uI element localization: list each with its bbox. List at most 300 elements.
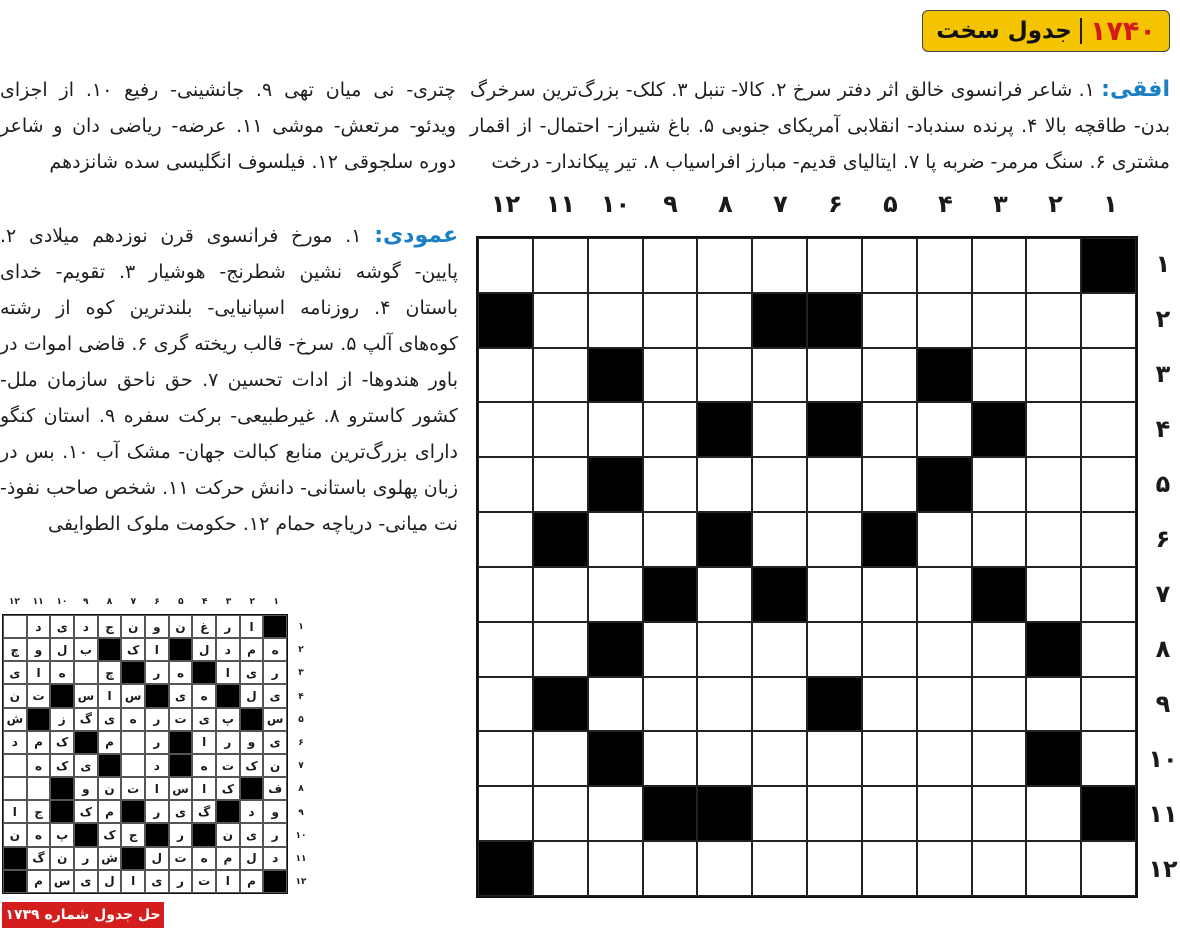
- solution-letter-cell: ه: [50, 661, 74, 684]
- answer-cell[interactable]: [972, 457, 1027, 512]
- solution-letter-cell: ر: [145, 800, 169, 823]
- solution-column-numbers: [2, 597, 288, 607]
- answer-cell[interactable]: [862, 622, 917, 677]
- answer-cell[interactable]: [588, 402, 643, 457]
- answer-cell[interactable]: [1026, 293, 1081, 348]
- row-number: ۹: [1155, 690, 1171, 718]
- solution-black-cell: [3, 847, 27, 870]
- answer-cell[interactable]: [862, 402, 917, 457]
- solution-letter-cell: و: [240, 731, 264, 754]
- solution-row-number: ۱۰: [295, 830, 307, 841]
- solution-row-number: ۹: [298, 807, 304, 818]
- black-cell: [697, 402, 752, 457]
- solution-letter-cell: ن: [3, 823, 27, 846]
- answer-cell[interactable]: [478, 567, 533, 622]
- solution-letter-cell: ی: [240, 823, 264, 846]
- answer-cell[interactable]: [643, 677, 698, 732]
- solution-letter-cell: ش: [3, 708, 27, 731]
- solution-letter-cell: ی: [145, 870, 169, 893]
- solution-letter-cell: [27, 777, 51, 800]
- solution-letter-cell: ا: [3, 800, 27, 823]
- answer-cell[interactable]: [643, 512, 698, 567]
- solution-column-number: ۹: [82, 597, 89, 607]
- answer-cell[interactable]: [1081, 677, 1136, 732]
- answer-cell[interactable]: [807, 238, 862, 293]
- solution-black-cell: [3, 870, 27, 893]
- solution-black-cell: [192, 661, 216, 684]
- answer-cell[interactable]: [478, 786, 533, 841]
- solution-letter-cell: م: [98, 800, 122, 823]
- solution-letter-cell: [121, 754, 145, 777]
- solution-black-cell: [263, 615, 287, 638]
- column-number: ۶: [828, 190, 843, 218]
- solution-black-cell: [74, 731, 98, 754]
- solution-letter-cell: ی: [169, 684, 193, 707]
- answer-cell[interactable]: [862, 238, 917, 293]
- solution-letter-cell: ی: [50, 615, 74, 638]
- solution-column-number: ۶: [154, 597, 160, 607]
- black-cell: [807, 402, 862, 457]
- solution-row-number: ۱۲: [295, 877, 307, 888]
- answer-cell[interactable]: [862, 731, 917, 786]
- answer-cell[interactable]: [533, 841, 588, 896]
- solution-column-number: ۴: [201, 597, 208, 607]
- answer-cell[interactable]: [917, 841, 972, 896]
- solution-black-cell: [98, 754, 122, 777]
- answer-cell[interactable]: [972, 622, 1027, 677]
- answer-cell[interactable]: [917, 622, 972, 677]
- answer-cell[interactable]: [1026, 677, 1081, 732]
- solution-letter-cell: گ: [192, 800, 216, 823]
- answer-cell[interactable]: [697, 238, 752, 293]
- answer-cell[interactable]: [752, 622, 807, 677]
- solution-letter-cell: ه: [263, 638, 287, 661]
- answer-cell[interactable]: [752, 457, 807, 512]
- answer-cell[interactable]: [972, 512, 1027, 567]
- answer-cell[interactable]: [643, 622, 698, 677]
- solution-letter-cell: ت: [192, 870, 216, 893]
- answer-cell[interactable]: [643, 402, 698, 457]
- solution-letter-cell: ه: [27, 754, 51, 777]
- answer-cell[interactable]: [478, 677, 533, 732]
- answer-cell[interactable]: [478, 512, 533, 567]
- black-cell: [752, 567, 807, 622]
- solution-black-cell: [50, 684, 74, 707]
- solution-letter-cell: ا: [98, 684, 122, 707]
- solution-letter-cell: گ: [27, 847, 51, 870]
- solution-letter-cell: ل: [192, 638, 216, 661]
- solution-caption: حل جدول شماره ۱۷۳۹: [2, 902, 164, 928]
- solution-letter-cell: م: [27, 731, 51, 754]
- solution-letter-cell: ا: [216, 661, 240, 684]
- answer-cell[interactable]: [643, 457, 698, 512]
- answer-cell[interactable]: [917, 677, 972, 732]
- answer-cell[interactable]: [1026, 457, 1081, 512]
- black-cell: [1081, 786, 1136, 841]
- answer-cell[interactable]: [697, 457, 752, 512]
- answer-cell[interactable]: [697, 293, 752, 348]
- solution-letter-cell: ک: [98, 823, 122, 846]
- answer-cell[interactable]: [533, 348, 588, 403]
- answer-cell[interactable]: [972, 293, 1027, 348]
- solution-row-number: ۳: [298, 668, 304, 679]
- solution-letter-cell: ر: [216, 615, 240, 638]
- solution-letter-cell: م: [216, 847, 240, 870]
- solution-row-number: ۷: [298, 761, 304, 772]
- answer-cell[interactable]: [478, 348, 533, 403]
- solution-letter-cell: ن: [50, 847, 74, 870]
- solution-black-cell: [169, 731, 193, 754]
- horizontal-clues-main: [470, 72, 1170, 180]
- answer-cell[interactable]: [752, 238, 807, 293]
- answer-cell[interactable]: [1081, 402, 1136, 457]
- solution-row-number: ۴: [298, 691, 304, 702]
- black-cell: [533, 677, 588, 732]
- answer-cell[interactable]: [1026, 512, 1081, 567]
- solution-column-number: ۲: [249, 597, 256, 607]
- solution-letter-cell: ک: [50, 754, 74, 777]
- solution-letter-cell: ن: [98, 777, 122, 800]
- answer-cell[interactable]: [643, 841, 698, 896]
- solution-letter-cell: ت: [169, 847, 193, 870]
- answer-cell[interactable]: [752, 677, 807, 732]
- horizontal-clues-continued-text: چتری- نی میان تهی ۹. جانشینی- رفیع ۱۰. از اجزای ویدئو- مرتعش- موشی ۱۱. عرضه- ریاضی دان و شاعر دوره سلجوقی ۱۲. فیلسوف انگلیسی سده شانزدهم: [0, 79, 457, 173]
- answer-cell[interactable]: [533, 786, 588, 841]
- solution-letter-cell: د: [27, 615, 51, 638]
- answer-cell[interactable]: [862, 841, 917, 896]
- black-cell: [588, 348, 643, 403]
- solution-letter-cell: و: [27, 638, 51, 661]
- answer-cell[interactable]: [862, 293, 917, 348]
- answer-cell[interactable]: [478, 238, 533, 293]
- answer-cell[interactable]: [752, 402, 807, 457]
- solution-letter-cell: ی: [74, 754, 98, 777]
- answer-cell[interactable]: [1081, 841, 1136, 896]
- solution-letter-cell: ن: [169, 615, 193, 638]
- black-cell: [917, 457, 972, 512]
- answer-cell[interactable]: [752, 512, 807, 567]
- solution-letter-cell: ل: [240, 847, 264, 870]
- answer-cell[interactable]: [697, 622, 752, 677]
- solution-letter-cell: ه: [27, 823, 51, 846]
- solution-black-cell: [98, 638, 122, 661]
- answer-cell[interactable]: [643, 238, 698, 293]
- row-number: ۷: [1155, 580, 1171, 608]
- solution-column-number: ۸: [106, 597, 113, 607]
- solution-letter-cell: ف: [263, 777, 287, 800]
- solution-letter-cell: ه: [169, 661, 193, 684]
- black-cell: [588, 457, 643, 512]
- answer-cell[interactable]: [752, 786, 807, 841]
- solution-letter-cell: ا: [240, 615, 264, 638]
- column-number: ۱۱: [545, 190, 576, 218]
- solution-column-number: ۱: [273, 597, 279, 607]
- solution-letter-cell: و: [74, 777, 98, 800]
- answer-cell[interactable]: [478, 457, 533, 512]
- answer-cell[interactable]: [588, 786, 643, 841]
- solution-letter-cell: ی: [263, 731, 287, 754]
- solution-letter-cell: س: [74, 684, 98, 707]
- solution-letter-cell: ک: [121, 638, 145, 661]
- answer-cell[interactable]: [862, 457, 917, 512]
- solution-letter-cell: ل: [98, 870, 122, 893]
- answer-cell[interactable]: [807, 786, 862, 841]
- answer-cell[interactable]: [807, 841, 862, 896]
- row-number: ۵: [1155, 470, 1171, 498]
- answer-cell[interactable]: [1081, 731, 1136, 786]
- answer-cell[interactable]: [862, 348, 917, 403]
- column-number: ۳: [993, 190, 1008, 218]
- answer-cell[interactable]: [533, 457, 588, 512]
- answer-cell[interactable]: [972, 731, 1027, 786]
- answer-cell[interactable]: [478, 402, 533, 457]
- answer-cell[interactable]: [807, 348, 862, 403]
- answer-cell[interactable]: [972, 238, 1027, 293]
- answer-cell[interactable]: [1081, 457, 1136, 512]
- answer-cell[interactable]: [972, 677, 1027, 732]
- column-number: ۱۲: [490, 190, 521, 218]
- solution-black-cell: [50, 777, 74, 800]
- solution-black-cell: [192, 823, 216, 846]
- solution-black-cell: [121, 661, 145, 684]
- column-number: ۱: [1103, 190, 1118, 218]
- solution-black-cell: [169, 638, 193, 661]
- solution-letter-cell: ی: [74, 870, 98, 893]
- solution-letter-cell: [3, 777, 27, 800]
- answer-cell[interactable]: [917, 402, 972, 457]
- answer-cell[interactable]: [588, 512, 643, 567]
- solution-row-number: ۸: [298, 784, 304, 795]
- solution-column-number: ۱۱: [32, 597, 44, 607]
- answer-cell[interactable]: [1081, 567, 1136, 622]
- solution-letter-cell: ی: [192, 708, 216, 731]
- solution-row-numbers: [292, 616, 310, 894]
- row-number: ۴: [1155, 415, 1171, 443]
- solution-letter-cell: گ: [74, 708, 98, 731]
- answer-cell[interactable]: [1026, 567, 1081, 622]
- solution-letter-cell: و: [145, 615, 169, 638]
- black-cell: [752, 293, 807, 348]
- solution-letter-cell: د: [263, 847, 287, 870]
- black-cell: [807, 293, 862, 348]
- black-cell: [1026, 622, 1081, 677]
- answer-cell[interactable]: [533, 293, 588, 348]
- column-number: ۴: [938, 190, 953, 218]
- answer-cell[interactable]: [478, 731, 533, 786]
- column-number: ۷: [773, 190, 788, 218]
- title-separator: [1080, 18, 1082, 44]
- solution-letter-cell: ن: [263, 754, 287, 777]
- solution-letter-cell: ی: [169, 800, 193, 823]
- answer-cell[interactable]: [1081, 622, 1136, 677]
- black-cell: [972, 567, 1027, 622]
- answer-cell[interactable]: [697, 731, 752, 786]
- black-cell: [588, 731, 643, 786]
- answer-cell[interactable]: [643, 293, 698, 348]
- solution-letter-cell: ی: [3, 661, 27, 684]
- solution-column-number: ۷: [130, 597, 137, 607]
- solution-grid: [2, 614, 288, 894]
- solution-letter-cell: ا: [27, 661, 51, 684]
- solution-letter-cell: [3, 754, 27, 777]
- solution-letter-cell: ک: [74, 800, 98, 823]
- answer-cell[interactable]: [588, 841, 643, 896]
- solution-letter-cell: د: [74, 615, 98, 638]
- answer-cell[interactable]: [588, 293, 643, 348]
- black-cell: [643, 786, 698, 841]
- answer-cell[interactable]: [1026, 786, 1081, 841]
- solution-column-number: ۱۲: [8, 597, 20, 607]
- solution-letter-cell: پ: [50, 823, 74, 846]
- answer-cell[interactable]: [917, 567, 972, 622]
- solution-letter-cell: ل: [145, 847, 169, 870]
- answer-cell[interactable]: [1081, 512, 1136, 567]
- answer-cell[interactable]: [807, 731, 862, 786]
- solution-letter-cell: ر: [145, 708, 169, 731]
- solution-row-number: ۱: [298, 622, 304, 632]
- solution-letter-cell: ل: [240, 684, 264, 707]
- solution-letter-cell: ن: [121, 615, 145, 638]
- answer-cell[interactable]: [752, 841, 807, 896]
- answer-cell[interactable]: [917, 293, 972, 348]
- black-cell: [697, 786, 752, 841]
- row-number: ۱۲: [1148, 855, 1178, 883]
- column-number: ۹: [663, 190, 678, 218]
- answer-cell[interactable]: [972, 786, 1027, 841]
- answer-cell[interactable]: [917, 786, 972, 841]
- solution-letter-cell: ه: [121, 708, 145, 731]
- answer-cell[interactable]: [643, 348, 698, 403]
- solution-letter-cell: ت: [169, 708, 193, 731]
- answer-cell[interactable]: [752, 348, 807, 403]
- vertical-clues: [0, 218, 458, 542]
- solution-black-cell: [145, 684, 169, 707]
- solution-letter-cell: ن: [216, 823, 240, 846]
- black-cell: [697, 512, 752, 567]
- solution-letter-cell: ی: [263, 684, 287, 707]
- answer-cell[interactable]: [807, 622, 862, 677]
- solution-letter-cell: ب: [74, 638, 98, 661]
- answer-cell[interactable]: [533, 731, 588, 786]
- solution-black-cell: [27, 708, 51, 731]
- column-number: ۸: [718, 190, 733, 218]
- answer-cell[interactable]: [1026, 841, 1081, 896]
- answer-cell[interactable]: [1081, 293, 1136, 348]
- answer-cell[interactable]: [917, 731, 972, 786]
- answer-cell[interactable]: [533, 402, 588, 457]
- row-numbers: [1146, 237, 1180, 897]
- solution-letter-cell: ا: [216, 870, 240, 893]
- solution-letter-cell: س: [50, 870, 74, 893]
- solution-black-cell: [145, 823, 169, 846]
- solution-letter-cell: د: [240, 800, 264, 823]
- solution-black-cell: [263, 870, 287, 893]
- row-number: ۸: [1155, 635, 1171, 663]
- solution-letter-cell: ه: [192, 684, 216, 707]
- solution-black-cell: [121, 847, 145, 870]
- answer-cell[interactable]: [807, 512, 862, 567]
- solution-letter-cell: ی: [240, 661, 264, 684]
- solution-black-cell: [240, 708, 264, 731]
- black-cell: [478, 293, 533, 348]
- answer-cell[interactable]: [862, 786, 917, 841]
- answer-cell[interactable]: [478, 622, 533, 677]
- answer-cell[interactable]: [917, 238, 972, 293]
- answer-cell[interactable]: [972, 841, 1027, 896]
- answer-cell[interactable]: [643, 731, 698, 786]
- solution-letter-cell: ر: [216, 731, 240, 754]
- puzzle-title: جدول سخت: [936, 18, 1072, 44]
- solution-row-number: ۶: [298, 737, 304, 748]
- solution-black-cell: [50, 800, 74, 823]
- solution-letter-cell: ج: [121, 823, 145, 846]
- puzzle-number: ۱۷۴۰: [1089, 15, 1156, 47]
- horizontal-clues-text: ۱. شاعر فرانسوی خالق اثر دفتر سرخ ۲. کالا- تنبل ۳. کلک- بزرگ‌ترین سرخرگ بدن- طاقچه بالا ۴. پرنده سندباد- انقلابی آمریکای جنوبی ۵. باغ شیراز- احتمال- از اقمار مشتری ۶. سنگ مرمر- ضربه پا ۷. ایتالیای قدیم- مبارز افراسیاب ۸. تیر پیکاندار- درخت: [470, 79, 1170, 173]
- solution-letter-cell: س: [121, 684, 145, 707]
- solution-letter-cell: ز: [50, 708, 74, 731]
- solution-letter-cell: ت: [27, 684, 51, 707]
- solution-black-cell: [240, 777, 264, 800]
- solution-column-number: ۳: [225, 597, 232, 607]
- answer-cell[interactable]: [697, 567, 752, 622]
- answer-cell[interactable]: [1026, 402, 1081, 457]
- solution-row-number: ۵: [298, 714, 304, 725]
- answer-cell[interactable]: [807, 457, 862, 512]
- solution-letter-cell: ک: [50, 731, 74, 754]
- answer-cell[interactable]: [752, 731, 807, 786]
- answer-cell[interactable]: [588, 677, 643, 732]
- solution-letter-cell: ت: [216, 754, 240, 777]
- answer-cell[interactable]: [697, 841, 752, 896]
- black-cell: [643, 567, 698, 622]
- answer-cell[interactable]: [697, 677, 752, 732]
- horizontal-clues-continued: [0, 72, 456, 180]
- answer-cell[interactable]: [972, 348, 1027, 403]
- answer-cell[interactable]: [807, 567, 862, 622]
- solution-row-number: ۱۱: [295, 853, 307, 864]
- answer-cell[interactable]: [1026, 348, 1081, 403]
- solution-letter-cell: ه: [192, 754, 216, 777]
- answer-cell[interactable]: [588, 567, 643, 622]
- solution-letter-cell: ا: [145, 638, 169, 661]
- solution-letter-cell: د: [3, 731, 27, 754]
- answer-cell[interactable]: [533, 622, 588, 677]
- solution-letter-cell: ش: [98, 847, 122, 870]
- column-numbers: [478, 190, 1138, 230]
- solution-letter-cell: ک: [216, 777, 240, 800]
- answer-cell[interactable]: [697, 348, 752, 403]
- answer-cell[interactable]: [1081, 348, 1136, 403]
- answer-cell[interactable]: [533, 567, 588, 622]
- solution-row-number: ۲: [298, 645, 304, 656]
- black-cell: [917, 348, 972, 403]
- solution-letter-cell: م: [98, 731, 122, 754]
- solution-letter-cell: ج: [27, 800, 51, 823]
- answer-cell[interactable]: [862, 677, 917, 732]
- solution-letter-cell: س: [169, 777, 193, 800]
- solution-letter-cell: ک: [240, 754, 264, 777]
- answer-cell[interactable]: [588, 238, 643, 293]
- solution-letter-cell: م: [27, 870, 51, 893]
- solution-black-cell: [216, 800, 240, 823]
- solution-letter-cell: ر: [263, 661, 287, 684]
- solution-letter-cell: م: [240, 638, 264, 661]
- answer-cell[interactable]: [533, 238, 588, 293]
- answer-cell[interactable]: [1026, 238, 1081, 293]
- solution-letter-cell: ر: [145, 731, 169, 754]
- answer-cell[interactable]: [917, 512, 972, 567]
- answer-cell[interactable]: [862, 567, 917, 622]
